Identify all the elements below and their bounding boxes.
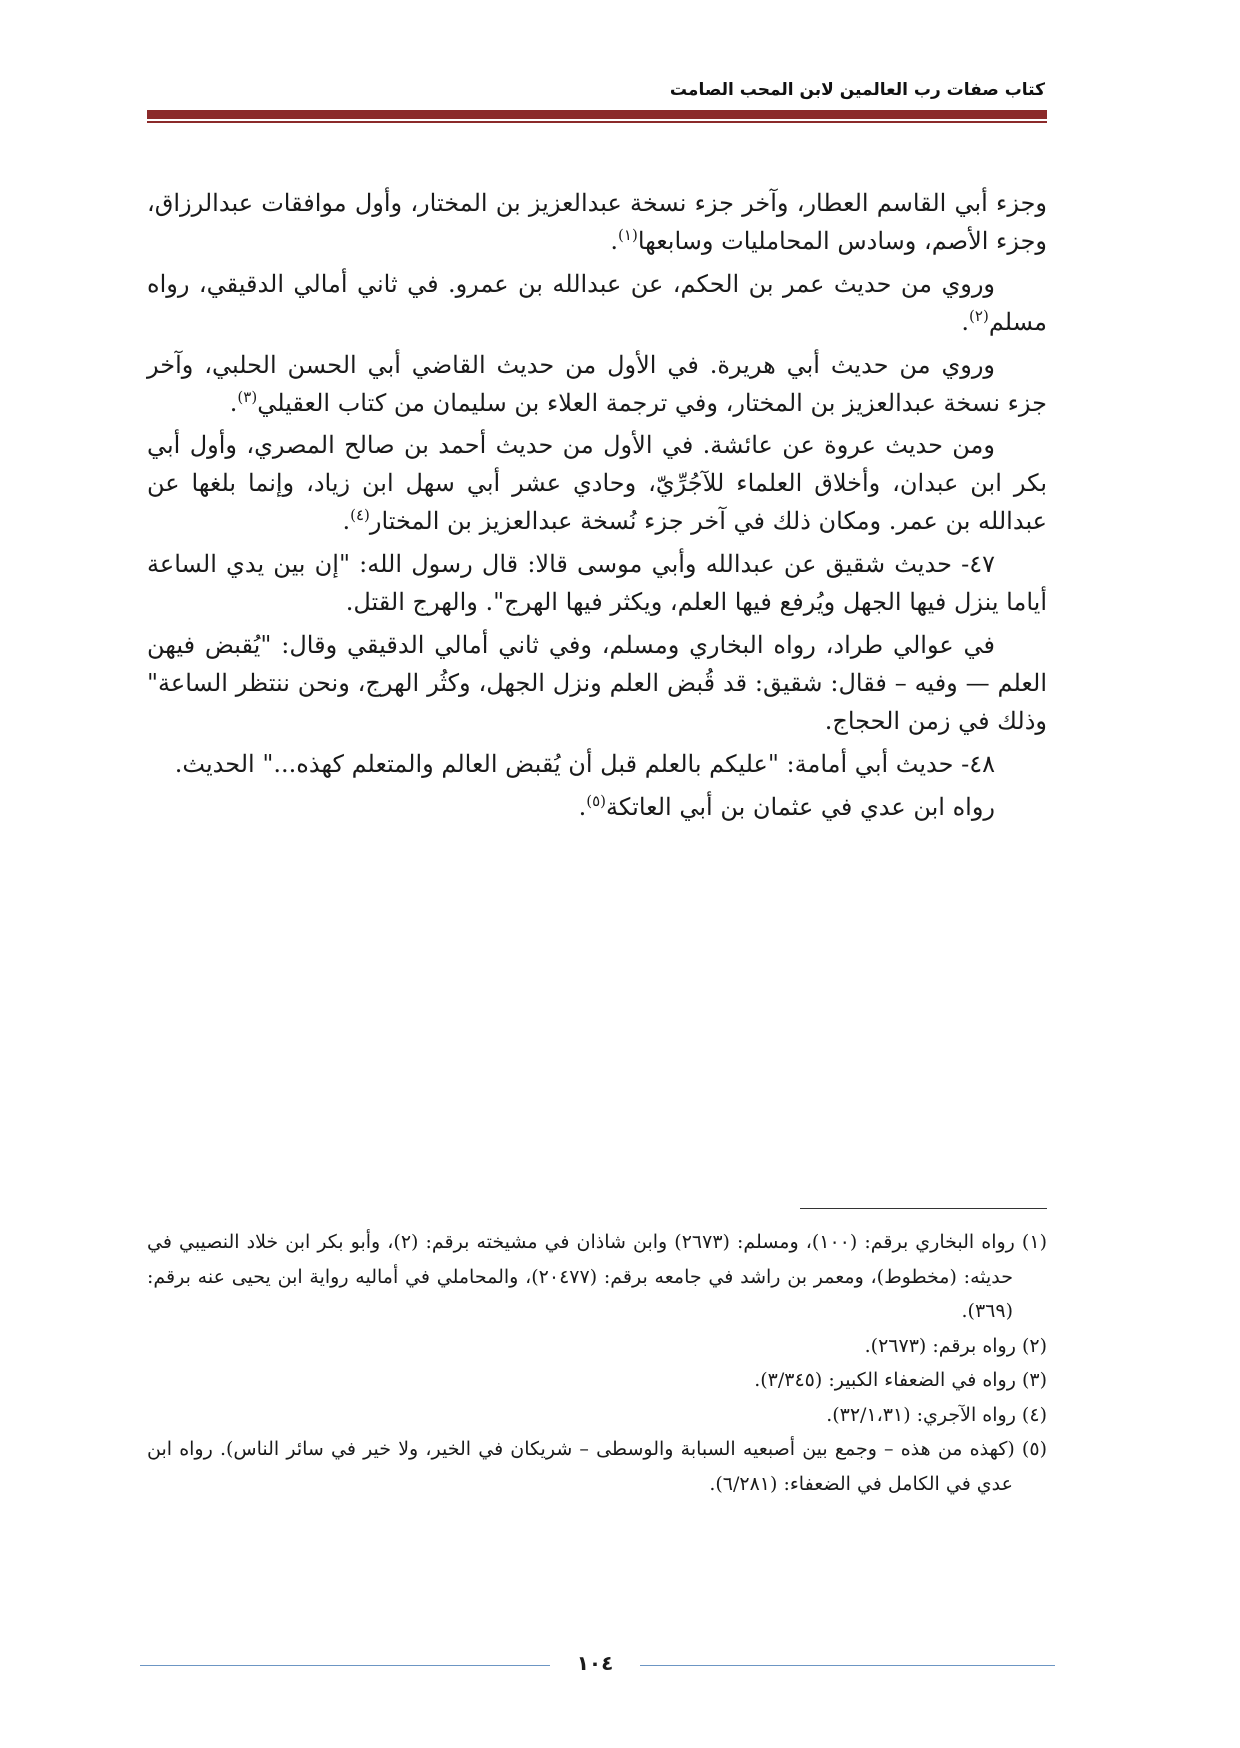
footnote-4: (٤) رواه الآجري: (٣٢/١،٣١). xyxy=(826,1403,1047,1426)
paragraph-end: . xyxy=(961,307,970,336)
paragraph-6: في عوالي طراد، رواه البخاري ومسلم، وفي ثاني أمالي الدقيقي وقال: "يُقبض فيهن العلم — وفيه – فقال: شقيق: قد قُبض العلم ونزل الجهل، وكثُر الهرج، ونحن ننتظر الساعة" وذلك في زمن الحجاج. xyxy=(147,630,1047,735)
footer-rule-right xyxy=(640,1665,1055,1666)
paragraph-end: . xyxy=(578,792,587,821)
paragraph-end: . xyxy=(342,507,351,536)
paragraph-2 xyxy=(147,266,1047,342)
footnote-2: (٢) رواه برقم: (٢٦٧٣). xyxy=(864,1334,1047,1357)
paragraph-text: ومن حديث عروة عن عائشة. في الأول من حديث أحمد بن صالح المصري، وأول أبي بكر ابن عبدان، وأخلاق العلماء للآجُرِّيّ، وحادي عشر أبي سهل ابن زياد، وإنما بلغها عن عبدالله بن عمر. ومكان ذلك في آخر جزء نُسخة عبدالعزيز بن المختار xyxy=(147,431,1048,536)
footnote-5: (٥) (كهذه من هذه – وجمع بين أصبعيه السبابة والوسطى – شريكان في الخير، ولا خير في سائر الناس). رواه ابن عدي في الكامل في الضعفاء: (٦/٢٨١). xyxy=(147,1438,1047,1496)
paragraph-end: . xyxy=(610,226,619,255)
footnote-separator xyxy=(800,1208,1047,1209)
body-text xyxy=(147,185,1047,832)
hadith-48: ٤٨- حديث أبي أمامة: "عليكم بالعلم قبل أن يُقبض العالم والمتعلم كهذه..." الحديث. xyxy=(174,749,995,778)
footnote-3: (٣) رواه في الضعفاء الكبير: (٣/٣٤٥). xyxy=(754,1369,1047,1392)
footnote-ref-2: (٢) xyxy=(969,306,989,325)
hadith-47: ٤٧- حديث شقيق عن عبدالله وأبي موسى قالا: قال رسول الله: "إن بين يدي الساعة أياما ينزل فيها الجهل ويُرفع فيها العلم، ويكثر فيها الهرج". والهرج القتل. xyxy=(147,550,1047,617)
page-number: ١٠٤ xyxy=(576,1651,614,1675)
footnote-1: (١) رواه البخاري برقم: (١٠٠)، ومسلم: (٢٦٧٣) وابن شاذان في مشيخته برقم: (٢)، وأبو بكر ابن خلاد النصيبي في حديثه: (مخطوط)، ومعمر بن راشد في جامعه برقم: (٢٠٤٧٧)، والمحاملي في أماليه رواية ابن يحيى عنه برقم: (٣٦٩). xyxy=(147,1231,1047,1323)
footnotes xyxy=(147,1225,1047,1502)
paragraph-end: . xyxy=(229,388,238,417)
paragraph-8 xyxy=(147,789,1047,827)
running-header: كتاب صفات رب العالمين لابن المحب الصامت xyxy=(669,80,1045,100)
header-rule xyxy=(147,110,1047,119)
paragraph-text: وروي من حديث عمر بن الحكم، عن عبدالله بن عمرو. في ثاني أمالي الدقيقي، رواه مسلم xyxy=(147,269,1047,336)
paragraph-text: رواه ابن عدي في عثمان بن أبي العاتكة xyxy=(606,792,995,821)
paragraph-4 xyxy=(147,427,1047,541)
paragraph-3 xyxy=(147,347,1047,423)
footnote-ref-4: (٤) xyxy=(350,506,370,525)
footnote-ref-5: (٥) xyxy=(586,791,607,810)
paragraph-text: وروي من حديث أبي هريرة. في الأول من حديث القاضي أبي الحسن الحلبي، وآخر جزء نسخة عبدالعزيز بن المختار، وفي ترجمة العلاء بن سليمان من كتاب العقيلي xyxy=(147,350,1047,417)
footnote-ref-3: (٣) xyxy=(237,387,258,406)
paragraph-1 xyxy=(147,185,1047,261)
footnote-ref-1: (١) xyxy=(618,225,638,244)
footer-rule-left xyxy=(140,1665,550,1666)
header-rule-thin xyxy=(147,121,1047,123)
paragraph-text: وجزء أبي القاسم العطار، وآخر جزء نسخة عبدالعزيز بن المختار، وأول موافقات عبدالرزاق، وجزء الأصم، وسادس المحامليات وسابعها xyxy=(147,189,1047,255)
